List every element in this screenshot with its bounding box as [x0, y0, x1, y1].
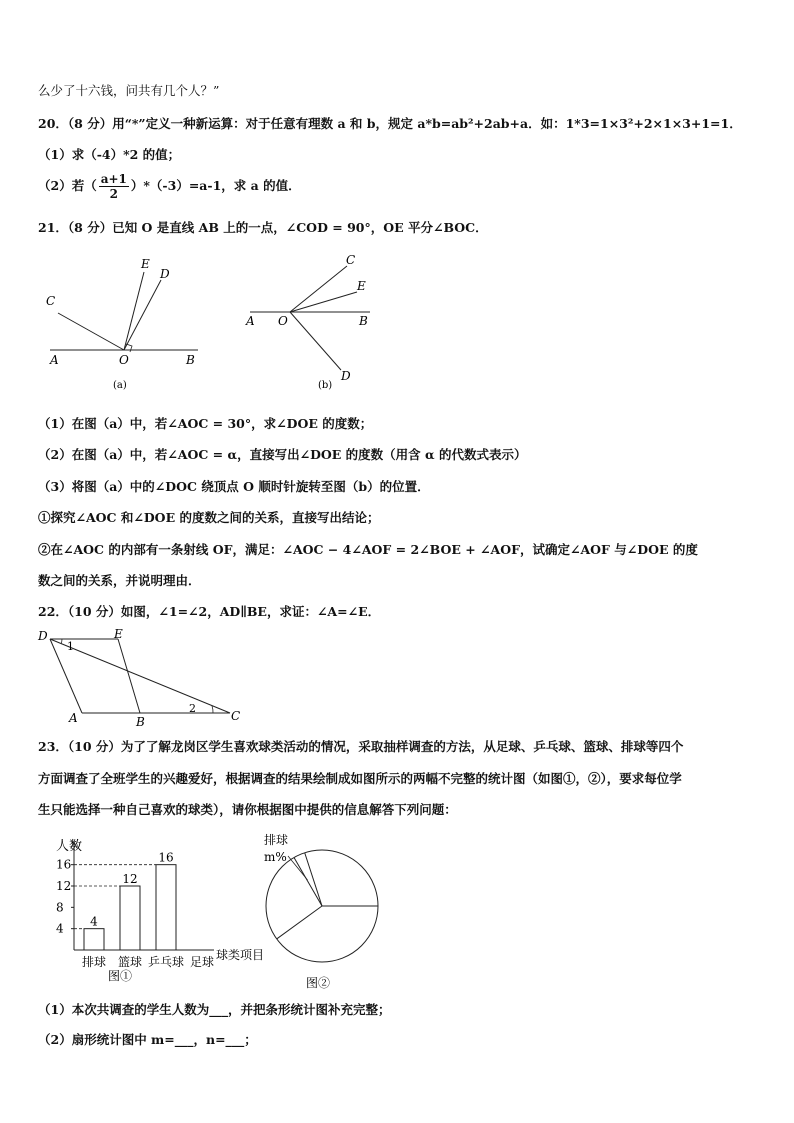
ray-od	[124, 280, 161, 350]
segment-be	[118, 639, 140, 713]
bar-value-label: 4	[90, 914, 98, 929]
label-angle-1: 1	[67, 640, 74, 653]
q21-sub1: ①探究∠AOC 和∠DOE 的度数之间的关系，直接写出结论；	[38, 510, 380, 525]
label-b: B	[359, 314, 368, 328]
bar	[156, 865, 176, 950]
y-tick-label: 8	[56, 900, 64, 915]
y-tick-label: 12	[56, 879, 72, 893]
q23-line3: 生只能选择一种自己喜欢的球类），请你根据图中提供的信息解答下列问题：	[38, 802, 457, 817]
label-c: C	[346, 253, 356, 267]
q19-tail: 么少了十六钱，问共有几个人？”	[38, 83, 220, 98]
fraction-numerator: a+1	[100, 172, 127, 186]
caption-a: (a)	[113, 380, 127, 391]
angle-1-arc	[61, 639, 62, 644]
ray-oe	[290, 292, 357, 312]
angle-2-arc	[212, 706, 213, 713]
chart-caption: 图②	[306, 976, 331, 990]
y-tick-label: 4	[56, 921, 64, 936]
label-a: A	[50, 353, 59, 367]
x-axis-label: 球类项目	[216, 948, 265, 962]
fraction-denominator: 2	[109, 187, 118, 201]
label-e: E	[114, 627, 123, 641]
label-b: B	[136, 715, 145, 729]
x-tick-label: 排球	[81, 955, 107, 969]
figure-q22	[34, 624, 254, 730]
bar	[84, 929, 104, 950]
bar-value-label: 12	[122, 872, 138, 886]
q20-part2-pre: （2）若（	[38, 178, 97, 193]
q20-part2-post: ）*（-3）=a-1，求 a 的值．	[130, 178, 301, 193]
q20-part2	[38, 172, 301, 201]
label-volleyball: 排球	[264, 833, 289, 847]
y-tick-label: 16	[56, 857, 72, 872]
label-m-percent: m%	[264, 850, 287, 864]
q23-line1: 23．（10 分）为了了解龙岗区学生喜欢球类活动的情况，采取抽样调查的方法，从足球、乒乓球、篮球、排球等四个	[38, 739, 684, 754]
caption-b: (b)	[318, 380, 333, 391]
label-c: C	[46, 294, 56, 308]
figure-b	[240, 250, 390, 395]
label-c: C	[231, 709, 241, 723]
ray-oc	[58, 313, 124, 350]
q23-part1: （1）本次共调查的学生人数为___，并把条形统计图补充完整；	[38, 1002, 391, 1017]
q22-head: 22．（10 分）如图，∠1=∠2，AD∥BE，求证：∠A=∠E．	[38, 604, 381, 619]
y-axis-label: 人数	[56, 839, 83, 854]
ray-oe	[124, 272, 144, 350]
q20-part1: （1）求（-4）*2 的值；	[38, 147, 181, 162]
label-d: D	[341, 369, 351, 383]
label-angle-2: 2	[189, 702, 196, 715]
q21-sub2b: 数之间的关系，并说明理由．	[38, 573, 201, 588]
label-a: A	[69, 711, 78, 725]
label-e: E	[141, 257, 150, 271]
label-d: D	[160, 267, 170, 281]
label-a: A	[246, 314, 255, 328]
x-tick-label: 足球	[189, 955, 215, 969]
ray-od	[290, 312, 341, 370]
q21-sub2a: ②在∠AOC 的内部有一条射线 OF，满足：∠AOC − 4∠AOF = 2∠BOE + ∠AOF，试确定∠AOF 与∠DOE 的度	[38, 542, 698, 557]
bar-value-label: 16	[158, 850, 174, 865]
x-tick-label: 篮球	[117, 955, 143, 969]
chart-caption: 图①	[108, 969, 133, 983]
q21-head: 21．（8 分）已知 O 是直线 AB 上的一点，∠COD = 90°，OE 平分∠BOC．	[38, 220, 488, 235]
bar	[120, 886, 140, 950]
label-o: O	[278, 314, 288, 328]
fraction	[99, 172, 129, 201]
label-o: O	[119, 353, 129, 367]
q21-part1: （1）在图（a）中，若∠AOC = 30°，求∠DOE 的度数；	[38, 416, 373, 431]
figure-a	[40, 250, 260, 395]
bar-chart	[36, 832, 276, 990]
q23-line2: 方面调查了全班学生的兴趣爱好，根据调查的结果绘制成如图所示的两幅不完整的统计图（如图①，②），要求每位学	[38, 771, 682, 786]
q21-part3: （3）将图（a）中的∠DOC 绕顶点 O 顺时针旋转至图（b）的位置．	[38, 479, 430, 494]
pie-chart	[262, 828, 392, 990]
q20-head: 20．（8 分）用“*”定义一种新运算：对于任意有理数 a 和 b，规定 a*b=ab²+2ab+a．如：1*3=1×3²+2×1×3+1=1．	[38, 116, 742, 131]
label-d: D	[38, 629, 48, 643]
q23-part2: （2）扇形统计图中 m=___，n=___；	[38, 1032, 257, 1047]
label-e: E	[357, 279, 366, 293]
q21-part2: （2）在图（a）中，若∠AOC = α，直接写出∠DOE 的度数（用含 α 的代数式表示）	[38, 447, 527, 462]
ray-oc	[290, 266, 347, 312]
x-tick-label: 乒乓球	[147, 955, 185, 969]
label-b: B	[186, 353, 195, 367]
